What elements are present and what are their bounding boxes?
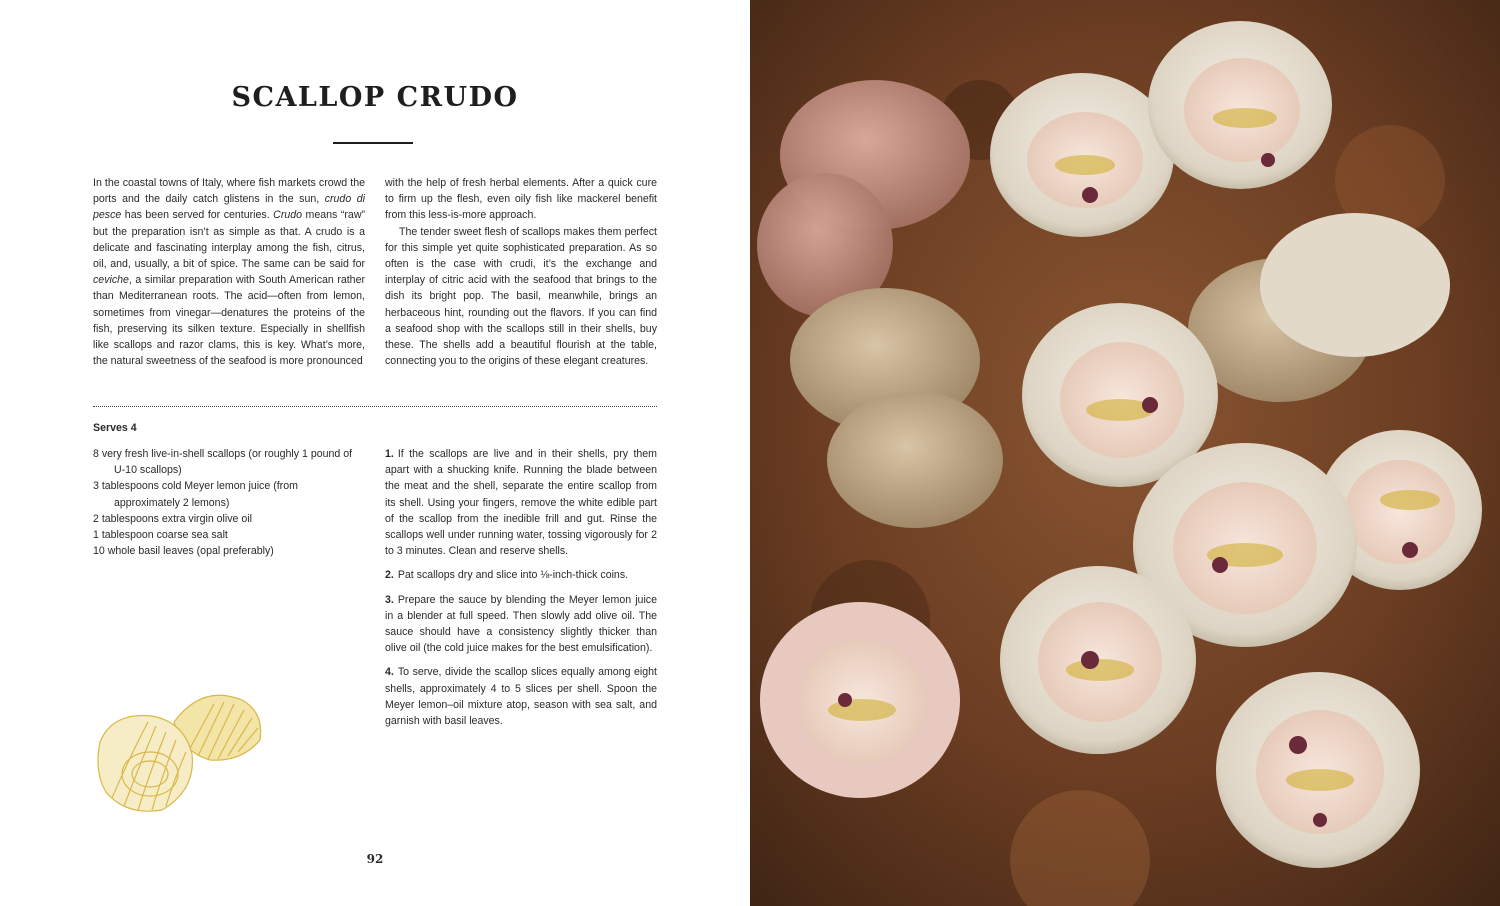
intro-paragraph-2: with the help of fresh herbal elements. After a quick cure to firm up the flesh, even oily fish like mackerel benefit from this less-is-more approach. <box>385 177 657 222</box>
ingredients-list <box>93 446 363 559</box>
scallop-crudo-photo <box>750 0 1500 906</box>
intro-paragraph-1: In the coastal towns of Italy, where fish markets crowd the ports and the daily catch glistens in the sun, crudo di pesce has been served for centuries. Crudo means “raw” but the preparation isn’t as simple as that. A crudo is a delicate and fascinating interplay among the fish, citrus, oil, and, usually, a bit of spice. The same can be said for ceviche, a similar preparation with South American rather than Mediterranean roots. The acid—often from lemon, sometimes from vinegar—denatures the proteins of the fish, preserving its silken texture. Especially in shellfish like scallops and razor clams, this is key. What’s more, the natural sweetness of the seafood is more pronounced <box>93 177 366 368</box>
section-divider <box>93 406 657 407</box>
ingredient-item: 3 tablespoons cold Meyer lemon juice (from approximately 2 lemons) <box>93 480 298 509</box>
recipe-title: SCALLOP CRUDO <box>231 82 519 113</box>
scallop-shell-illustration <box>92 682 282 822</box>
ingredient-item: 10 whole basil leaves (opal preferably) <box>93 545 274 558</box>
step-3 <box>385 592 657 657</box>
serves-label: Serves 4 <box>93 422 137 434</box>
step-number: 2. <box>385 569 394 582</box>
step-2 <box>385 567 657 583</box>
ingredient-item: 2 tablespoons extra virgin olive oil <box>93 512 252 525</box>
step-1 <box>385 446 657 559</box>
step-number: 1. <box>385 448 394 460</box>
intro-column-right <box>385 175 657 369</box>
step-number: 3. <box>385 593 394 606</box>
intro-paragraph-3: The tender sweet flesh of scallops makes them perfect for this simple yet quite sophisticated preparation. As so often is the case with crudi, it’s the exchange and interplay of citric acid with the seafood that brings to the dish its bright pop. The basil, meanwhile, brings an herbaceous hint, rounding out the flavors. If you can find a seafood shop with the scallops still in their shells, buy these. The shells add a beautiful flourish at the table, connecting you to the origins of these elegant creatures. <box>385 225 657 368</box>
step-text: Prepare the sauce by blending the Meyer lemon juice in a blender at full speed. Then slowly add olive oil. The sauce should have a consistency slightly thicker than olive oil (the cold juice makes for the best emulsification). <box>385 593 657 655</box>
ingredient-item: 8 very fresh live-in-shell scallops (or roughly 1 pound of U-10 scallops) <box>93 448 353 477</box>
step-4 <box>385 664 657 729</box>
step-text: If the scallops are live and in their shells, pry them apart with a shucking knife. Running the blade between the meat and the shell, separate the entire scallop from its shell. Using your fingers, remove the white edible part of the scallop from the inedible frill and gut. Rinse the scallops well under running water, tossing vigorously for 2 to 3 minutes. Clean and reserve shells. <box>385 448 657 558</box>
intro-column-left <box>93 175 365 369</box>
ingredient-item: 1 tablespoon coarse sea salt <box>93 529 228 542</box>
method-steps <box>385 446 657 737</box>
page-number: 92 <box>366 852 384 866</box>
step-number: 4. <box>385 666 394 679</box>
title-rule <box>333 142 413 144</box>
step-text: To serve, divide the scallop slices equally among eight shells, approximately 4 to 5 slices per shell. Spoon the Meyer lemon–oil mixture atop, season with sea salt, and garnish with basil leaves. <box>385 666 657 728</box>
step-text: Pat scallops dry and slice into ⅛-inch-thick coins. <box>397 569 629 582</box>
